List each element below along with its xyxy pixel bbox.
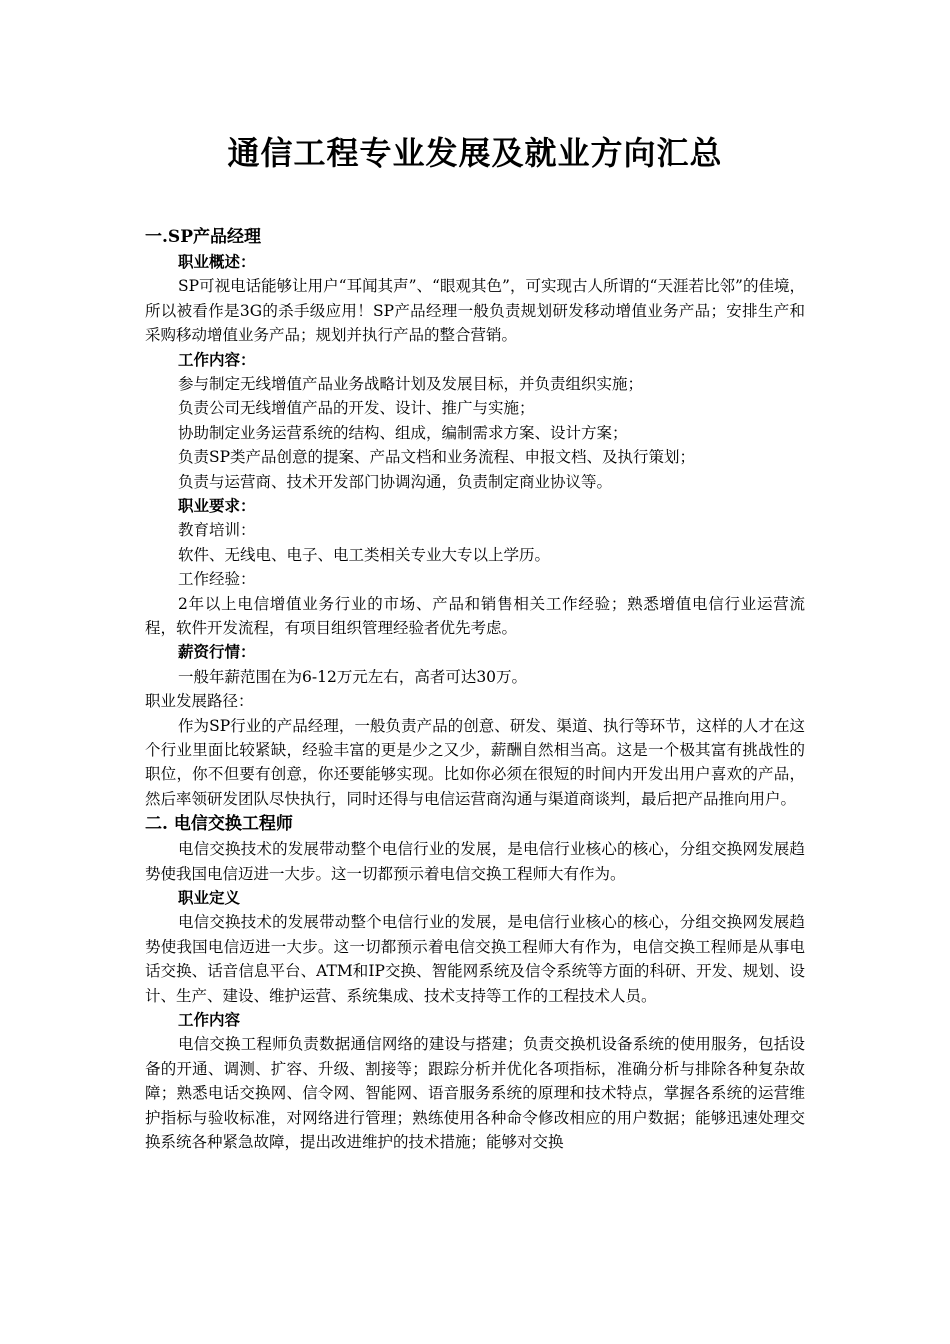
requirements-label: 职业要求： <box>178 495 256 515</box>
definition-label: 职业定义 <box>178 887 241 907</box>
salary-label: 薪资行情： <box>178 642 256 662</box>
definition-paragraph: 电信交换技术的发展带动整个电信行业的发展，是电信行业核心的核心，分组交换网发展趋势使我国电信迈进一大步。这一切都预示着电信交换工程师大有作为，电信交换工程师是从事电话交换、话音信息平台、ATM和IP交换、智能网系统及信令系统等方面的科研、开发、规划、设计、生产、建设、维护运营、系统集成、技术支持等工作的工程技术人员。 <box>145 913 805 1005</box>
education-text: 软件、无线电、电子、电工类相关专业大专以上学历。 <box>178 545 551 564</box>
document-title: 通信工程专业发展及就业方向汇总 <box>227 134 723 172</box>
work-content-label: 工作内容： <box>178 349 256 369</box>
work-item: 负责SP类产品创意的提案、产品文档和业务流程、申报文档、及执行策划； <box>178 448 696 467</box>
switching-intro-paragraph: 电信交换技术的发展带动整个电信行业的发展，是电信行业核心的核心，分组交换网发展趋势使我国电信迈进一大步。这一切都预示着电信交换工程师大有作为。 <box>145 840 805 883</box>
work-item: 参与制定无线增值产品业务战略计划及发展目标，并负责组织实施； <box>178 375 644 393</box>
experience-paragraph: 2年以上电信增值业务行业的市场、产品和销售相关工作经验；熟悉增值电信行业运营流程，软件开发流程，有项目组织管理经验者优先考虑。 <box>145 594 805 637</box>
experience-label: 工作经验： <box>178 570 256 589</box>
overview-label: 职业概述： <box>178 252 256 271</box>
salary-text: 一般年薪范围在为6-12万元左右，高者可达30万。 <box>178 667 528 686</box>
work-item: 协助制定业务运营系统的结构、组成，编制需求方案、设计方案； <box>178 423 628 442</box>
work-item: 负责与运营商、技术开发部门协调沟通，负责制定商业协议等。 <box>178 472 613 491</box>
document-body <box>145 224 805 1154</box>
work-item: 负责公司无线增值产品的开发、设计、推广与实施； <box>178 399 535 418</box>
education-label: 教育培训： <box>178 521 256 540</box>
career-path-paragraph: 作为SP行业的产品经理，一般负责产品的创意、研发、渠道、执行等环节，这样的人才在这个行业里面比较紧缺，经验丰富的更是少之又少，薪酬自然相当高。这是一个极其富有挑战性的职位，你不但要有创意，你还要能够实现。比如你必须在很短的时间内开发出用户喜欢的产品，然后率领研发团队尽快执行，同时还得与电信运营商沟通与渠道商谈判，最后把产品推向用户。 <box>145 716 805 808</box>
overview-paragraph: SP可视电话能够让用户“耳闻其声”、“眼观其色”，可实现古人所谓的“天涯若比邻”的佳境，所以被看作是3G的杀手级应用！SP产品经理一般负责规划研发移动增值业务产品；安排生产和采购移动增值业务产品；规划并执行产品的整合营销。 <box>145 277 805 345</box>
section-heading-sp-product-manager: 一.SP产品经理 <box>145 227 261 247</box>
career-path-label: 职业发展路径： <box>145 692 254 711</box>
section-heading-telecom-switching-engineer: 二. 电信交换工程师 <box>145 814 293 835</box>
switching-work-label: 工作内容 <box>178 1009 241 1029</box>
switching-work-paragraph: 电信交换工程师负责数据通信网络的建设与搭建；负责交换机设备系统的使用服务，包括设备的开通、调测、扩容、升级、割接等；跟踪分析并优化各项指标，准确分析与排除各种复杂故障；熟悉电话交换网、信令网、智能网、语音服务系统的原理和技术特点，掌握各系统的运营维护指标与验收标准，对网络进行管理；熟练使用各种命令修改相应的用户数据；能够迅速处理交换系统各种紧急故障，提出改进维护的技术措施；能够对交换 <box>145 1035 805 1151</box>
